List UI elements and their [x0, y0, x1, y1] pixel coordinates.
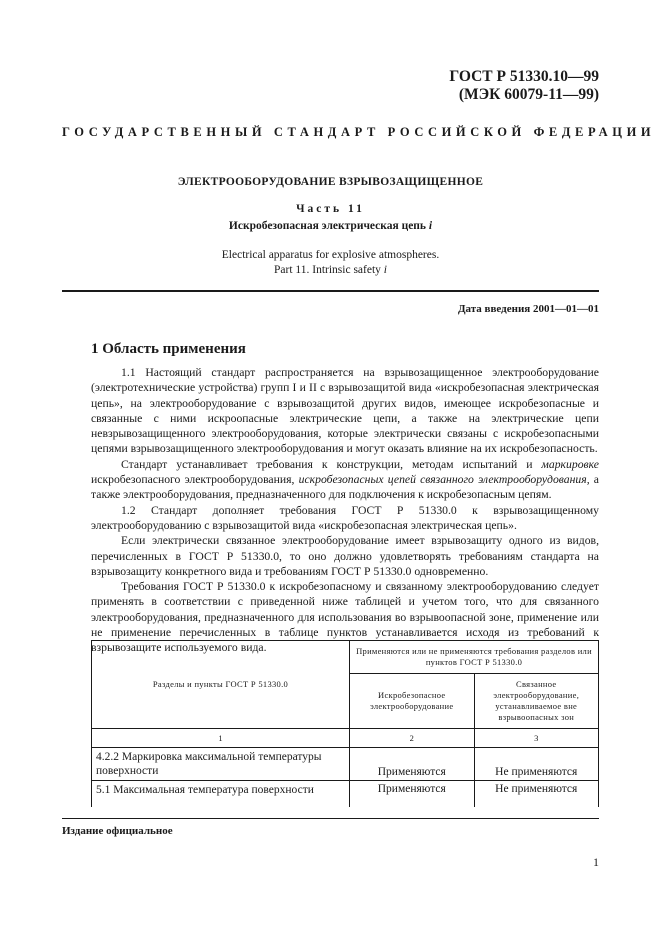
table-cell-intrinsic: Применяются — [350, 748, 474, 781]
title-divider — [62, 290, 599, 292]
table-col-number: 2 — [350, 729, 474, 748]
table-row — [92, 781, 599, 808]
table-cell-item: 5.1 Максимальная температура поверхности — [92, 781, 350, 808]
paragraph-1-1: 1.1 Настоящий стандарт распространяется на взрывозащищенное электрооборудование (электротехнические устройства) групп I и II с взрывозащитой вида «искробезопасная электрическая цепь», на электрооборудование с взрывозащитой других видов, имеющее искробезопасные и связанные с ними искроопасные электрические цепи, а также на электрические цепи невзрывозащищенного электрооборудования, которые электрически связаны с искробезопасными цепями взрывозащищенного электрооборудования и могут оказать влияние на их искробезопасность. — [91, 366, 599, 456]
section-heading: 1 Область применения — [91, 341, 246, 357]
table-col-number: 3 — [474, 729, 599, 748]
table-header-intrinsic: Искробезопасное электрооборудование — [350, 674, 474, 729]
paragraph-1-1-b: Стандарт устанавливает требования к конструкции, методам испытаний и маркировке искробезопасного электрооборудования, искробезопасных цепей связанного электрооборудования, а также электрооборудования, предназначенного для подключения к искробезопасным цепям. — [91, 457, 599, 502]
footer-divider — [62, 818, 599, 819]
introduction-date: Дата введения 2001—01—01 — [457, 303, 599, 315]
english-title-line-1: Electrical apparatus for explosive atmospheres. — [221, 249, 440, 261]
table-header-group: Применяются или не применяются требования разделов или пунктов ГОСТ Р 51330.0 — [350, 641, 599, 674]
paragraph-1-2-b: Если электрически связанное электрооборудование имеет взрывозащиту одного из видов, перечисленных в ГОСТ Р 51330.0, то оно должно удовлетворять требованиям стандарта на взрывозащиту конкретного вида и требованиям ГОСТ Р 51330.0 одновременно. — [91, 534, 599, 578]
table-header-sections: Разделы и пункты ГОСТ Р 51330.0 — [92, 641, 350, 729]
paragraph-1-2: 1.2 Стандарт дополняет требования ГОСТ Р 51330.0 к взрывозащищенному электрооборудованию с взрывозащитой вида «искробезопасная электрическая цепь». — [91, 503, 599, 532]
table-cell-intrinsic: Применяются — [350, 781, 474, 808]
document-title: ЭЛЕКТРООБОРУДОВАНИЕ ВЗРЫВОЗАЩИЩЕННОЕ — [177, 176, 484, 188]
table-header-associated: Связанное электрооборудование, устанавливаемое вне взрывоопасных зон — [474, 674, 599, 729]
standard-number-block — [449, 68, 599, 104]
subtitle-text: Искробезопасная электрическая цепь i — [228, 220, 433, 232]
gost-number: ГОСТ Р 51330.10—99 — [449, 68, 599, 85]
english-title-line-2: Part 11. Intrinsic safety i — [274, 264, 387, 276]
paragraph-1-2-c: Требования ГОСТ Р 51330.0 к искробезопасному и связанному электрооборудованию следует применять в соответствии с приведенной ниже таблицей и учетом того, что для связанного электрооборудования, предназначенного для использования во взрывоопасной зоне, применение или не применение перечисленных в таблице пунктов устанавливается исходя из требований к взрывозащите используемого вида. — [91, 580, 599, 655]
requirements-table — [91, 640, 599, 807]
table-row — [92, 748, 599, 781]
table-col-number: 1 — [92, 729, 350, 748]
part-number: Часть 11 — [296, 203, 365, 215]
iec-number: (МЭК 60079-11—99) — [458, 86, 599, 103]
state-standard-banner: ГОСУДАРСТВЕННЫЙ СТАНДАРТ РОССИЙСКОЙ ФЕДЕРАЦИИ — [62, 125, 656, 139]
section-body — [91, 365, 599, 656]
table-cell-associated: Не применяются — [474, 748, 599, 781]
edition-label: Издание официальное — [62, 825, 173, 837]
document-subtitle — [62, 220, 599, 232]
page-number: 1 — [593, 855, 599, 869]
table-cell-item: 4.2.2 Маркировка максимальной температуры поверхности — [92, 748, 350, 781]
table-cell-associated: Не применяются — [474, 781, 599, 808]
